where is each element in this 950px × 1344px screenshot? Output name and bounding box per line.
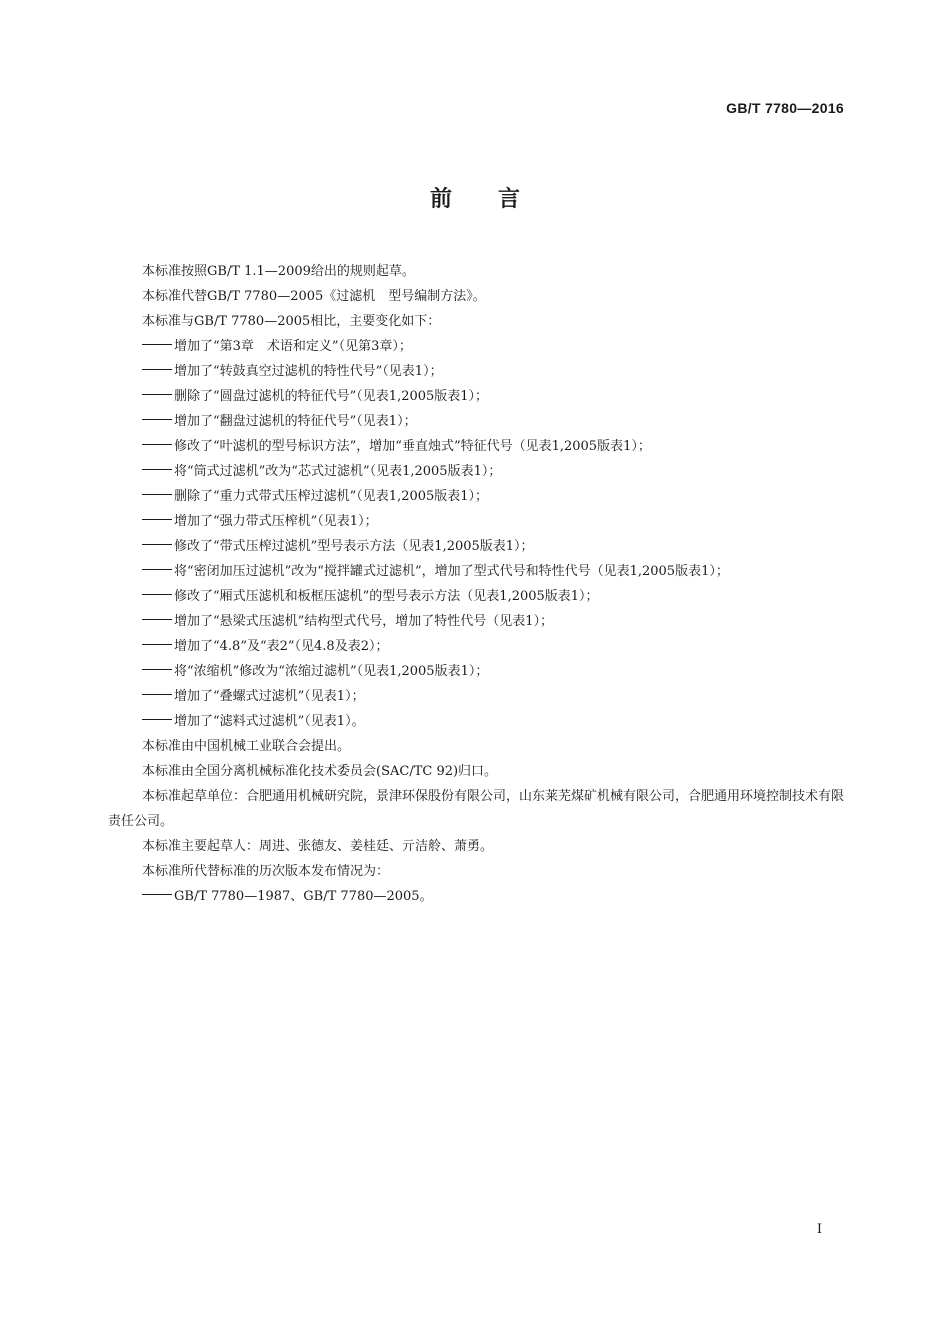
list-item: 增加了“强力带式压榨机”（见表1）； <box>108 509 844 534</box>
list-item: 增加了“滤料式过滤机”（见表1）。 <box>108 709 844 734</box>
dash-icon <box>142 519 172 520</box>
paragraph: 本标准由全国分离机械标准化技术委员会(SAC/TC 92)归口。 <box>142 764 498 779</box>
dash-icon <box>142 394 172 395</box>
document-body <box>108 259 844 909</box>
dash-icon <box>142 594 172 595</box>
dash-icon <box>142 569 172 570</box>
changes-list <box>108 334 844 734</box>
dash-icon <box>142 694 172 695</box>
dash-icon <box>142 419 172 420</box>
paragraph: 本标准起草单位：合肥通用机械研究院，景津环保股份有限公司，山东莱芜煤矿机械有限公司，合肥通用环境控制技术有限责任公司。 <box>108 789 845 829</box>
dash-icon <box>142 344 172 345</box>
dash-icon <box>142 894 172 895</box>
list-item: 增加了“4.8”及“表2”（见4.8及表2）； <box>108 634 844 659</box>
standard-code: GB/T 7780—2016 <box>726 100 844 116</box>
dash-icon <box>142 619 172 620</box>
list-item: 增加了“叠螺式过滤机”（见表1）； <box>108 684 844 709</box>
list-item: 将“浓缩机”修改为“浓缩过滤机”（见表1,2005版表1）； <box>108 659 844 684</box>
list-item: 增加了“悬梁式压滤机”结构型式代号，增加了特性代号（见表1）； <box>108 609 844 634</box>
page-title: 前言 <box>429 187 566 212</box>
dash-icon <box>142 669 172 670</box>
list-item: 增加了“翻盘过滤机的特征代号”（见表1）； <box>108 409 844 434</box>
list-item: 修改了“叶滤机的型号标识方法”，增加“垂直烛式”特征代号（见表1,2005版表1）； <box>108 434 844 459</box>
page-number: I <box>816 1222 822 1237</box>
dash-icon <box>142 544 172 545</box>
dash-icon <box>142 469 172 470</box>
dash-icon <box>142 494 172 495</box>
dash-icon <box>142 444 172 445</box>
paragraph: 本标准按照GB/T 1.1—2009给出的规则起草。 <box>142 264 415 279</box>
paragraph: 本标准由中国机械工业联合会提出。 <box>142 739 351 754</box>
list-item: 增加了“第3章 术语和定义”（见第3章）； <box>108 334 844 359</box>
list-item: 将“筒式过滤机”改为“芯式过滤机”（见表1,2005版表1）； <box>108 459 844 484</box>
history-list <box>108 884 844 909</box>
dash-icon <box>142 719 172 720</box>
list-item: 删除了“重力式带式压榨过滤机”（见表1,2005版表1）； <box>108 484 844 509</box>
list-item: 删除了“圆盘过滤机的特征代号”（见表1,2005版表1）； <box>108 384 844 409</box>
paragraph: 本标准与GB/T 7780—2005相比，主要变化如下： <box>142 314 441 329</box>
list-item: 修改了“厢式压滤机和板框压滤机”的型号表示方法（见表1,2005版表1）； <box>108 584 844 609</box>
paragraph: 本标准主要起草人：周进、张德友、姜桂廷、亓洁舲、萧勇。 <box>142 839 494 854</box>
paragraph: 本标准代替GB/T 7780—2005《过滤机 型号编制方法》。 <box>142 289 486 304</box>
list-item: 修改了“带式压榨过滤机”型号表示方法（见表1,2005版表1）； <box>108 534 844 559</box>
list-item: 增加了“转鼓真空过滤机的特性代号”（见表1）； <box>108 359 844 384</box>
paragraph: 本标准所代替标准的历次版本发布情况为： <box>142 864 390 879</box>
dash-icon <box>142 369 172 370</box>
dash-icon <box>142 644 172 645</box>
list-item: GB/T 7780—1987、GB/T 7780—2005。 <box>108 884 844 909</box>
list-item: 将“密闭加压过滤机”改为“搅拌罐式过滤机”，增加了型式代号和特性代号（见表1,2005版表1）； <box>108 559 844 584</box>
